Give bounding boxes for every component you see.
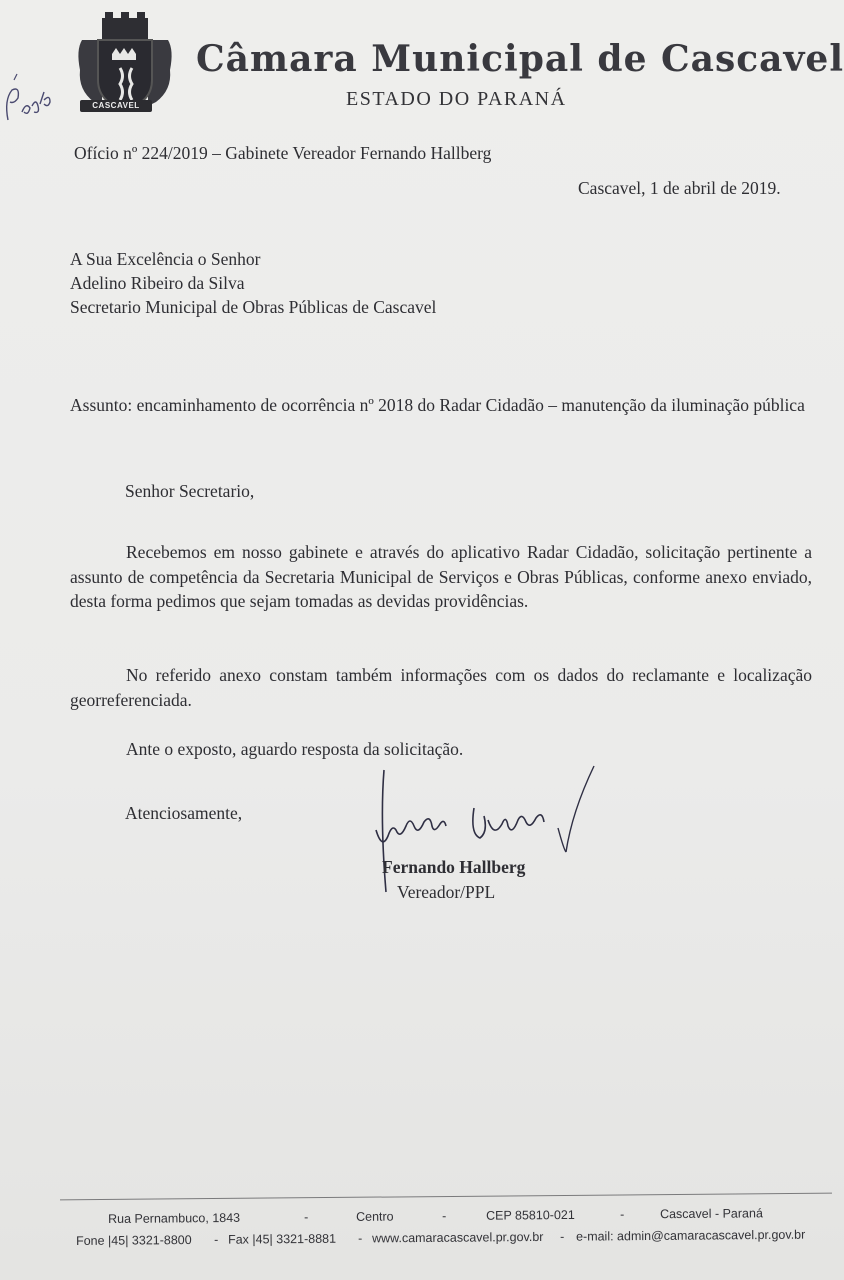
recipient-line: Secretario Municipal de Obras Públicas de Cascavel <box>70 297 437 317</box>
letter-reference: Ofício nº 224/2019 – Gabinete Vereador Fernando Hallberg <box>74 143 492 163</box>
footer-separator: - <box>559 1229 565 1244</box>
recipient-line: A Sua Excelência o Senhor <box>70 249 261 269</box>
footer-cep: CEP 85810-021 <box>485 1207 575 1223</box>
closing: Atenciosamente, <box>125 803 243 823</box>
footer-separator: - <box>213 1232 219 1247</box>
org-name: Câmara Municipal de Cascavel <box>196 38 844 80</box>
footer-divider <box>60 1193 832 1201</box>
footer-email[interactable]: e-mail: admin@camaracascavel.pr.gov.br <box>575 1227 806 1244</box>
footer-fax: Fax |45| 3321-8881 <box>227 1231 337 1247</box>
footer-separator: - <box>441 1209 447 1224</box>
footer-separator: - <box>619 1207 625 1222</box>
footer-city-state: Cascavel - Paraná <box>659 1206 763 1222</box>
footer-district: Centro <box>355 1209 394 1224</box>
org-state: ESTADO DO PARANÁ <box>346 88 567 110</box>
body-paragraph: No referido anexo constam também informações com os dados do reclamante e localização georreferenciada. <box>70 665 812 710</box>
date-line: Cascavel, 1 de abril de 2019. <box>578 178 781 198</box>
footer-address-row <box>108 1206 808 1226</box>
handwritten-note <box>0 60 60 130</box>
footer-contact-row <box>76 1227 826 1248</box>
body-paragraph: Ante o exposto, aguardo resposta da solicitação. <box>126 739 464 759</box>
recipient-line: Adelino Ribeiro da Silva <box>70 273 245 293</box>
footer-website[interactable]: www.camaracascavel.pr.gov.br <box>371 1229 544 1246</box>
body-paragraph: Recebemos em nosso gabinete e através do aplicativo Radar Cidadão, solicitação pertinente a assunto de competência da Secretaria Municipal de Serviços e Obras Públicas, conforme anexo enviado, desta forma pedimos que sejam tomadas as devidas providências. <box>70 542 812 611</box>
signer-title: Vereador/PPL <box>397 882 496 902</box>
signer-name: Fernando Hallberg <box>382 857 526 877</box>
crest-label: CASCAVEL <box>80 100 152 112</box>
footer-separator: - <box>303 1210 309 1225</box>
subject-line: Assunto: encaminhamento de ocorrência nº 2018 do Radar Cidadão – manutenção da iluminação pública <box>70 395 805 415</box>
footer-address: Rua Pernambuco, 1843 <box>108 1210 241 1226</box>
footer-separator: - <box>357 1231 363 1246</box>
footer-phone: Fone |45| 3321-8800 <box>76 1232 192 1248</box>
salutation: Senhor Secretario, <box>125 481 255 501</box>
